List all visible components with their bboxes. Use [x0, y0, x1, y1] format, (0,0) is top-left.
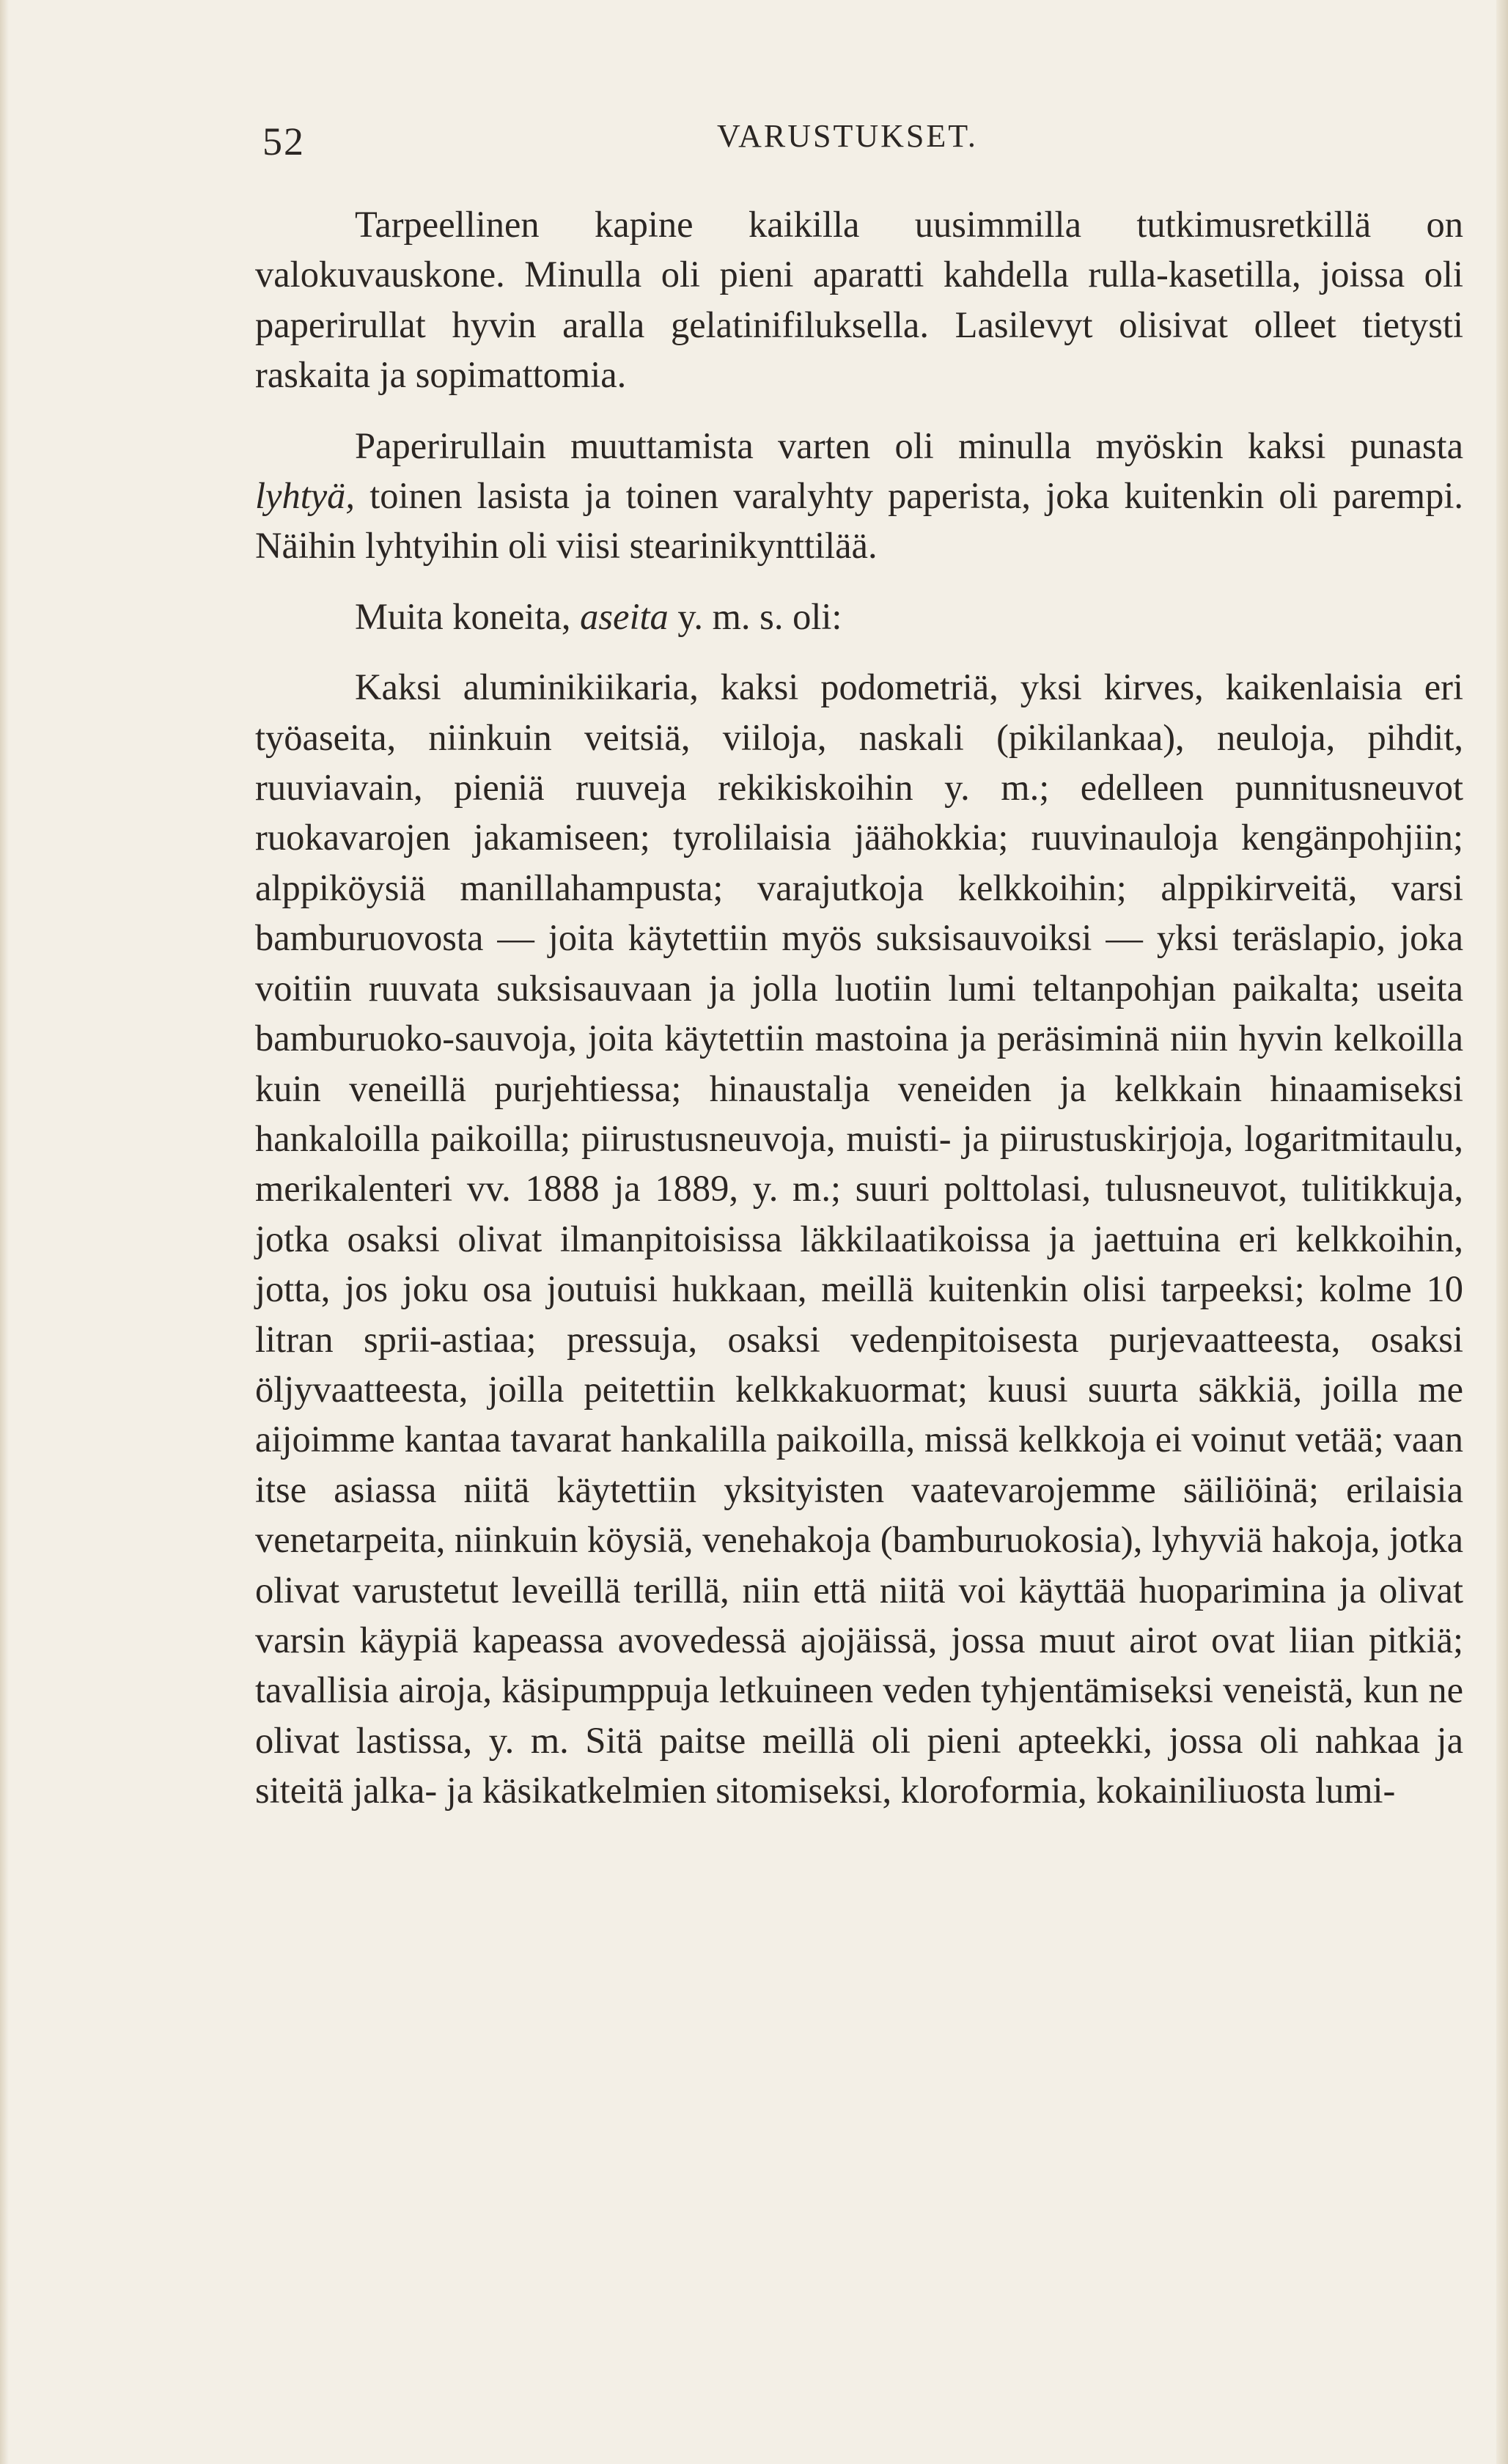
- paragraph-tools-intro-emphasis: aseita: [580, 595, 669, 637]
- paragraph-tools-intro: [255, 592, 1463, 641]
- paragraph-lanterns: [255, 421, 1463, 571]
- paragraph-equipment-list: Kaksi aluminikiikaria, kaksi podometriä, yksi kirves, kaikenlaisia eri työaseita, niinkuin veitsiä, viiloja, naskali (pikilankaa), neuloja, pihdit, ruuviavain, pieniä ruuveja rekikiskoihin y. m.; edelleen punnitusneuvot ruokavarojen jakamiseen; tyrolilaisia jäähokkia; ruuvinauloja kengänpohjiin; alppiköysiä manillahampusta; varajutkoja kelkkoihin; alppikirveitä, varsi bamburuovosta — joita käytettiin myös suksisauvoiksi — yksi teräslapio, joka voitiin ruuvata suksisauvaan ja jolla luotiin lumi teltanpohjan paikalta; useita bamburuoko-sauvoja, joita käytettiin mastoina ja peräsiminä niin hyvin kelkoilla kuin veneillä purjehtiessa; hinaustalja veneiden ja kelkkain hinaamiseksi hankaloilla paikoilla; piirustusneuvoja, muisti- ja piirustuskirjoja, logaritmitaulu, merikalenteri vv. 1888 ja 1889, y. m.; suuri polttolasi, tulusneuvot, tulitikkuja, jotka osaksi olivat ilmanpitoisissa läkkilaatikoissa ja jaettuina eri kelkkoihin, jotta, jos joku osa joutuisi hukkaan, meillä kuitenkin olisi tarpeeksi; kolme 10 litran sprii-astiaa; pressuja, osaksi vedenpitoisesta purjevaatteesta, osaksi öljyvaatteesta, joilla peitettiin kelkkakuormat; kuusi suurta säkkiä, joilla me aijoimme kantaa tavarat hankalilla paikoilla, missä kelkkoja ei voinut vetää; vaan itse asiassa niitä käytettiin yksityisten vaatevarojemme säiliöinä; erilaisia venetarpeita, niinkuin köysiä, venehakoja (bamburuokosia), lyhyviä hakoja, jotka olivat varustetut leveillä terillä, niin että niitä voi käyttää huoparimina ja olivat varsin käypiä kapeassa avovedessä ajojäissä, jossa muut airot ovat liian pitkiä; tavallisia airoja, käsipumppuja letkuineen veden tyhjentämiseksi veneistä, kun ne olivat lastissa, y. m. Sitä paitse meillä oli pieni apteekki, jossa oli nahkaa ja siteitä jalka- ja käsikatkelmien sitomiseksi, kloroformia, kokainiliuosta lumi-: [255, 666, 1463, 1812]
- paragraph-tools-intro-start: Muita koneita,: [355, 595, 581, 637]
- paragraph-lanterns-emphasis: lyhtyä,: [255, 475, 356, 517]
- body-text: [255, 199, 1463, 1816]
- paragraph-tools-intro-end: y. m. s. oli:: [668, 595, 842, 637]
- paragraph-camera: Tarpeellinen kapine kaikilla uusimmilla tutkimusretkillä on valokuvauskone. Minulla oli pieni aparatti kahdella rulla-kasetilla, joissa oli paperirullat hyvin aralla gelatinifiluksella. Lasilevyt olisivat olleet tietysti raskaita ja sopimattomia.: [255, 204, 1463, 396]
- running-head: VARUSTUKSET.: [717, 118, 978, 154]
- paragraph-lanterns-end: toinen lasista ja toinen varalyhty paperista, joka kuitenkin oli parempi. Näihin lyhtyihin oli viisi stearinikynttilää.: [255, 475, 1463, 567]
- page-header: [262, 110, 1463, 169]
- page-right-edge: [1496, 0, 1508, 2464]
- page-left-edge: [0, 0, 9, 2464]
- page-number: 52: [262, 119, 305, 163]
- paragraph-lanterns-start: Paperirullain muuttamista varten oli minulla myöskin kaksi punasta: [355, 424, 1463, 466]
